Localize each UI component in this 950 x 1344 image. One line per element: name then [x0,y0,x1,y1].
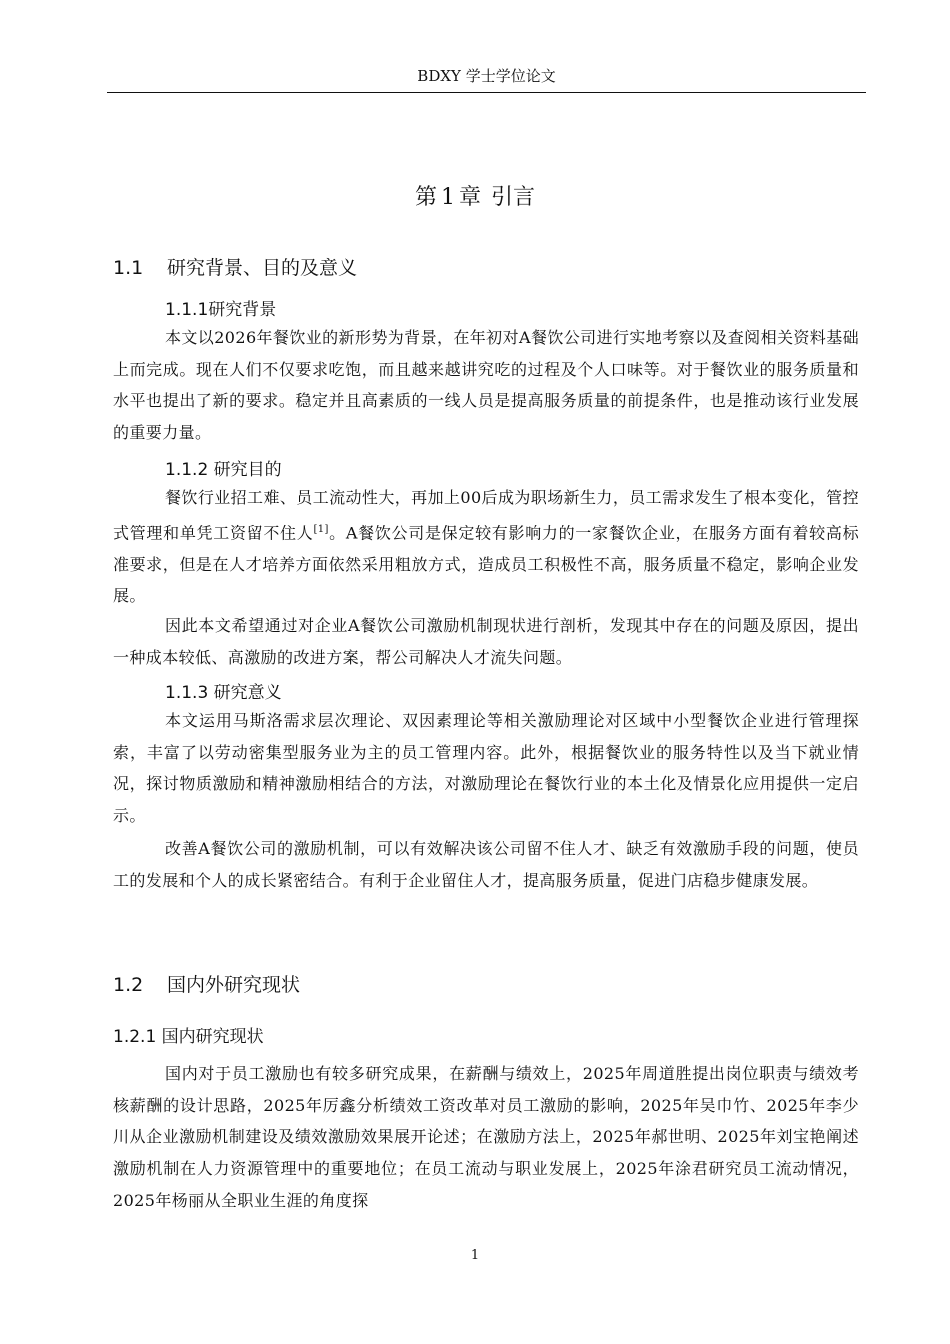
header-text: BDXY 学士学位论文 [417,67,556,85]
running-header [107,64,866,93]
section-heading-1-1 [113,253,357,280]
chapter-number: 1 [440,185,455,210]
paragraph-purpose-text-a: 餐饮行业招工难、员工流动性大，再加上00后成为职场新生力，员工需求发生了根本变化，管控式管理和单凭工资留不住人 [113,488,859,543]
paragraph-background: 本文以2026年餐饮业的新形势为背景，在年初对A餐饮公司进行实地考察以及查阅相关资料基础上而完成。现在人们不仅要求吃饱，而且越来越讲究吃的过程及个人口味等。对于餐饮业的服务质量和水平也提出了新的要求。稳定并且高素质的一线人员是提高服务质量的前提条件，也是推动该行业发展的重要力量。 [113,328,859,443]
chapter-prefix: 第 [414,185,437,210]
subsection-number: 1.1.2 [165,460,209,480]
paragraph-purpose-2: 因此本文希望通过对企业A餐饮公司激励机制现状进行剖析，发现其中存在的问题及原因，提出一种成本较低、高激励的改进方案，帮公司解决人才流失问题。 [113,616,859,667]
citation-ref: [1] [313,523,329,535]
section-heading-1-2 [113,970,300,997]
paragraph-purpose [113,482,859,612]
subsection-title: 研究意义 [213,683,282,703]
subsection-number: 1.2.1 [113,1027,157,1047]
section-title: 研究背景、目的及意义 [167,257,358,279]
subsection-heading-1-1-3 [165,678,282,703]
subsection-number: 1.1.3 [165,683,209,703]
subsection-heading-1-1-1 [165,295,276,320]
subsection-heading-1-1-2 [165,455,282,480]
subsection-title: 研究背景 [208,300,277,320]
paragraph-purpose-text-b: 。A餐饮公司是保定较有影响力的一家餐饮企业，在服务方面有着较高标准要求，但是在人才培养方面依然采用粗放方式，造成员工积极性不高，服务质量不稳定，影响企业发展。 [113,523,859,606]
paragraph-significance-2: 改善A餐饮公司的激励机制，可以有效解决该公司留不住人才、缺乏有效激励手段的问题，使员工的发展和个人的成长紧密结合。有利于企业留住人才，提高服务质量，促进门店稳步健康发展。 [113,839,859,890]
chapter-name: 引言 [491,185,536,210]
subsection-heading-1-2-1 [113,1022,264,1047]
section-title: 国内外研究现状 [167,974,301,996]
section-number: 1.2 [113,974,144,996]
section-number: 1.1 [113,257,144,279]
paragraph-significance: 本文运用马斯洛需求层次理论、双因素理论等相关激励理论对区域中小型餐饮企业进行管理探索，丰富了以劳动密集型服务业为主的员工管理内容。此外，根据餐饮业的服务特性以及当下就业情况，探讨物质激励和精神激励相结合的方法，对激励理论在餐饮行业的本土化及情景化应用提供一定启示。 [113,711,859,826]
chapter-title [0,180,950,211]
subsection-number: 1.1.1 [165,300,209,320]
chapter-suffix: 章 [458,185,481,210]
page-number: 1 [470,1248,480,1263]
subsection-title: 研究目的 [213,460,282,480]
subsection-title: 国内研究现状 [161,1027,264,1047]
paragraph-domestic-research: 国内对于员工激励也有较多研究成果，在薪酬与绩效上，2025年周道胜提出岗位职责与绩效考核薪酬的设计思路，2025年厉鑫分析绩效工资改革对员工激励的影响，2025年吴巾竹、2025年李少川从企业激励机制建设及绩效激励效果展开论述；在激励方法上，2025年郝世明、2025年刘宝艳阐述激励机制在人力资源管理中的重要地位；在员工流动与职业发展上，2025年涂君研究员工流动情况，2025年杨丽从全职业生涯的角度探 [113,1064,859,1210]
